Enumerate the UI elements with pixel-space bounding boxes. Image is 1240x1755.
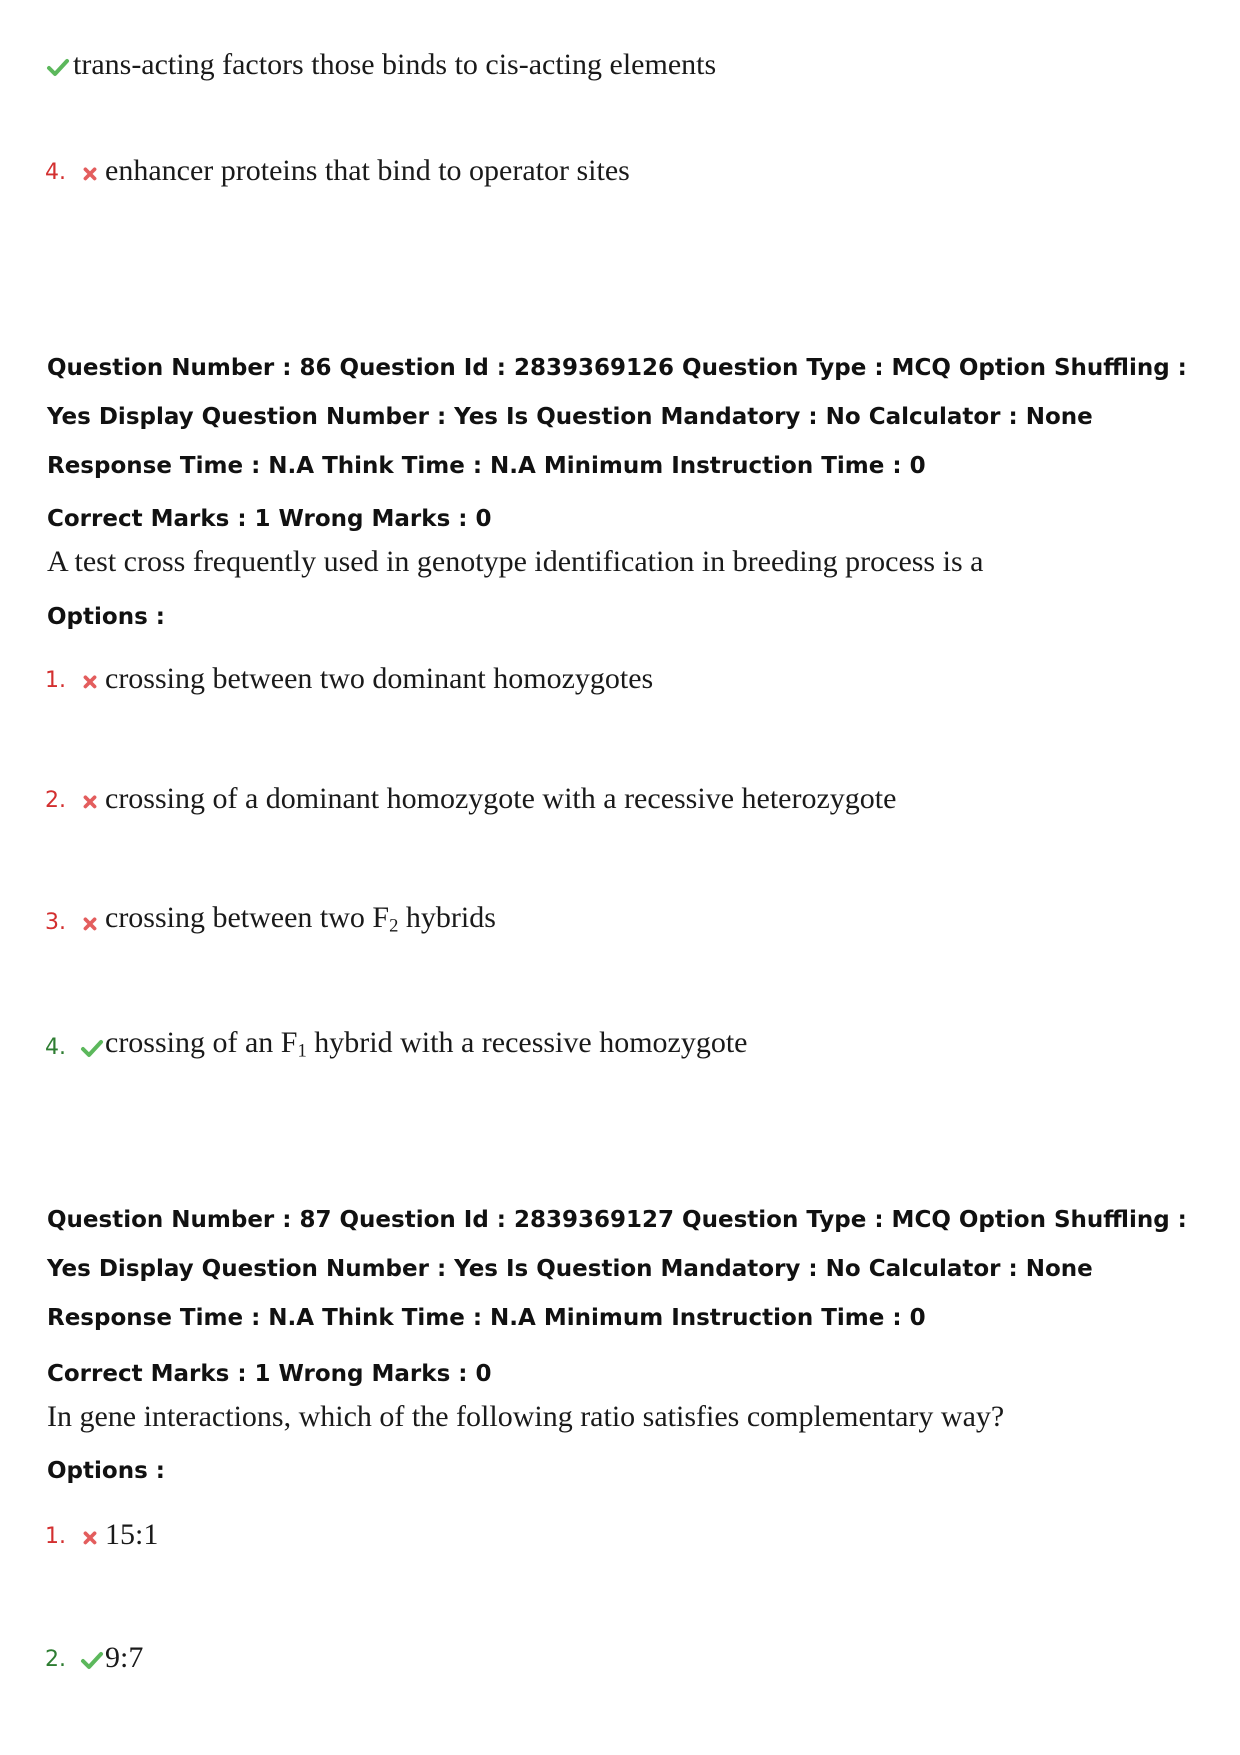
marks-info: Correct Marks : 1 Wrong Marks : 0 — [47, 506, 492, 532]
option-text: 15:1 — [105, 1518, 159, 1551]
option-number: 2. — [45, 788, 66, 813]
option-number: 4. — [45, 1035, 66, 1061]
option-row — [45, 784, 896, 814]
option-row — [45, 903, 496, 936]
question-text: A test cross frequently used in genotype identification in breeding process is a — [47, 545, 984, 578]
cross-icon — [79, 790, 105, 814]
option-number: 1. — [45, 1524, 66, 1549]
option-number: 1. — [45, 668, 66, 693]
option-row — [45, 50, 716, 80]
option-number: 3. — [45, 910, 66, 936]
option-text: crossing of a dominant homozygote with a recessive heterozygote — [105, 782, 897, 815]
option-row — [45, 1643, 143, 1673]
marks-info: Correct Marks : 1 Wrong Marks : 0 — [47, 1361, 492, 1387]
cross-icon — [79, 1526, 105, 1550]
option-row — [45, 664, 653, 694]
question-text: In gene interactions, which of the following ratio satisfies complementary way? — [47, 1400, 1005, 1433]
check-icon — [79, 1037, 105, 1061]
option-number: 2. — [45, 1647, 66, 1672]
cross-icon — [79, 670, 105, 694]
cross-icon — [79, 162, 105, 186]
question-meta: Question Number : 86 Question Id : 2839369126 Question Type : MCQ Option Shuffling : Yes Display Question Number : Yes Is Question Mandatory : No Calculator : None Response Time : N.A Think Time : N.A Minimum Instruction Time : 0 — [47, 355, 1187, 479]
option-row — [45, 156, 630, 186]
option-text: crossing between two dominant homozygotes — [105, 662, 654, 695]
check-icon — [79, 1649, 105, 1673]
question-meta: Question Number : 87 Question Id : 2839369127 Question Type : MCQ Option Shuffling : Yes Display Question Number : Yes Is Question Mandatory : No Calculator : None Response Time : N.A Think Time : N.A Minimum Instruction Time : 0 — [47, 1207, 1187, 1331]
option-text: crossing between two $F_2$ hybrids — [105, 901, 496, 937]
option-number: 4. — [45, 160, 66, 185]
option-row — [45, 1520, 158, 1550]
check-icon — [45, 56, 73, 80]
option-text: enhancer proteins that bind to operator sites — [105, 154, 630, 187]
options-label: Options : — [47, 604, 165, 630]
option-text: trans-acting factors those binds to cis-acting elements — [73, 48, 717, 81]
option-text: crossing of an $F_1$ hybrid with a recessive homozygote — [105, 1026, 748, 1062]
option-row — [45, 1028, 748, 1061]
option-text: 9:7 — [105, 1641, 144, 1674]
cross-icon — [79, 912, 105, 936]
options-label: Options : — [47, 1458, 165, 1484]
